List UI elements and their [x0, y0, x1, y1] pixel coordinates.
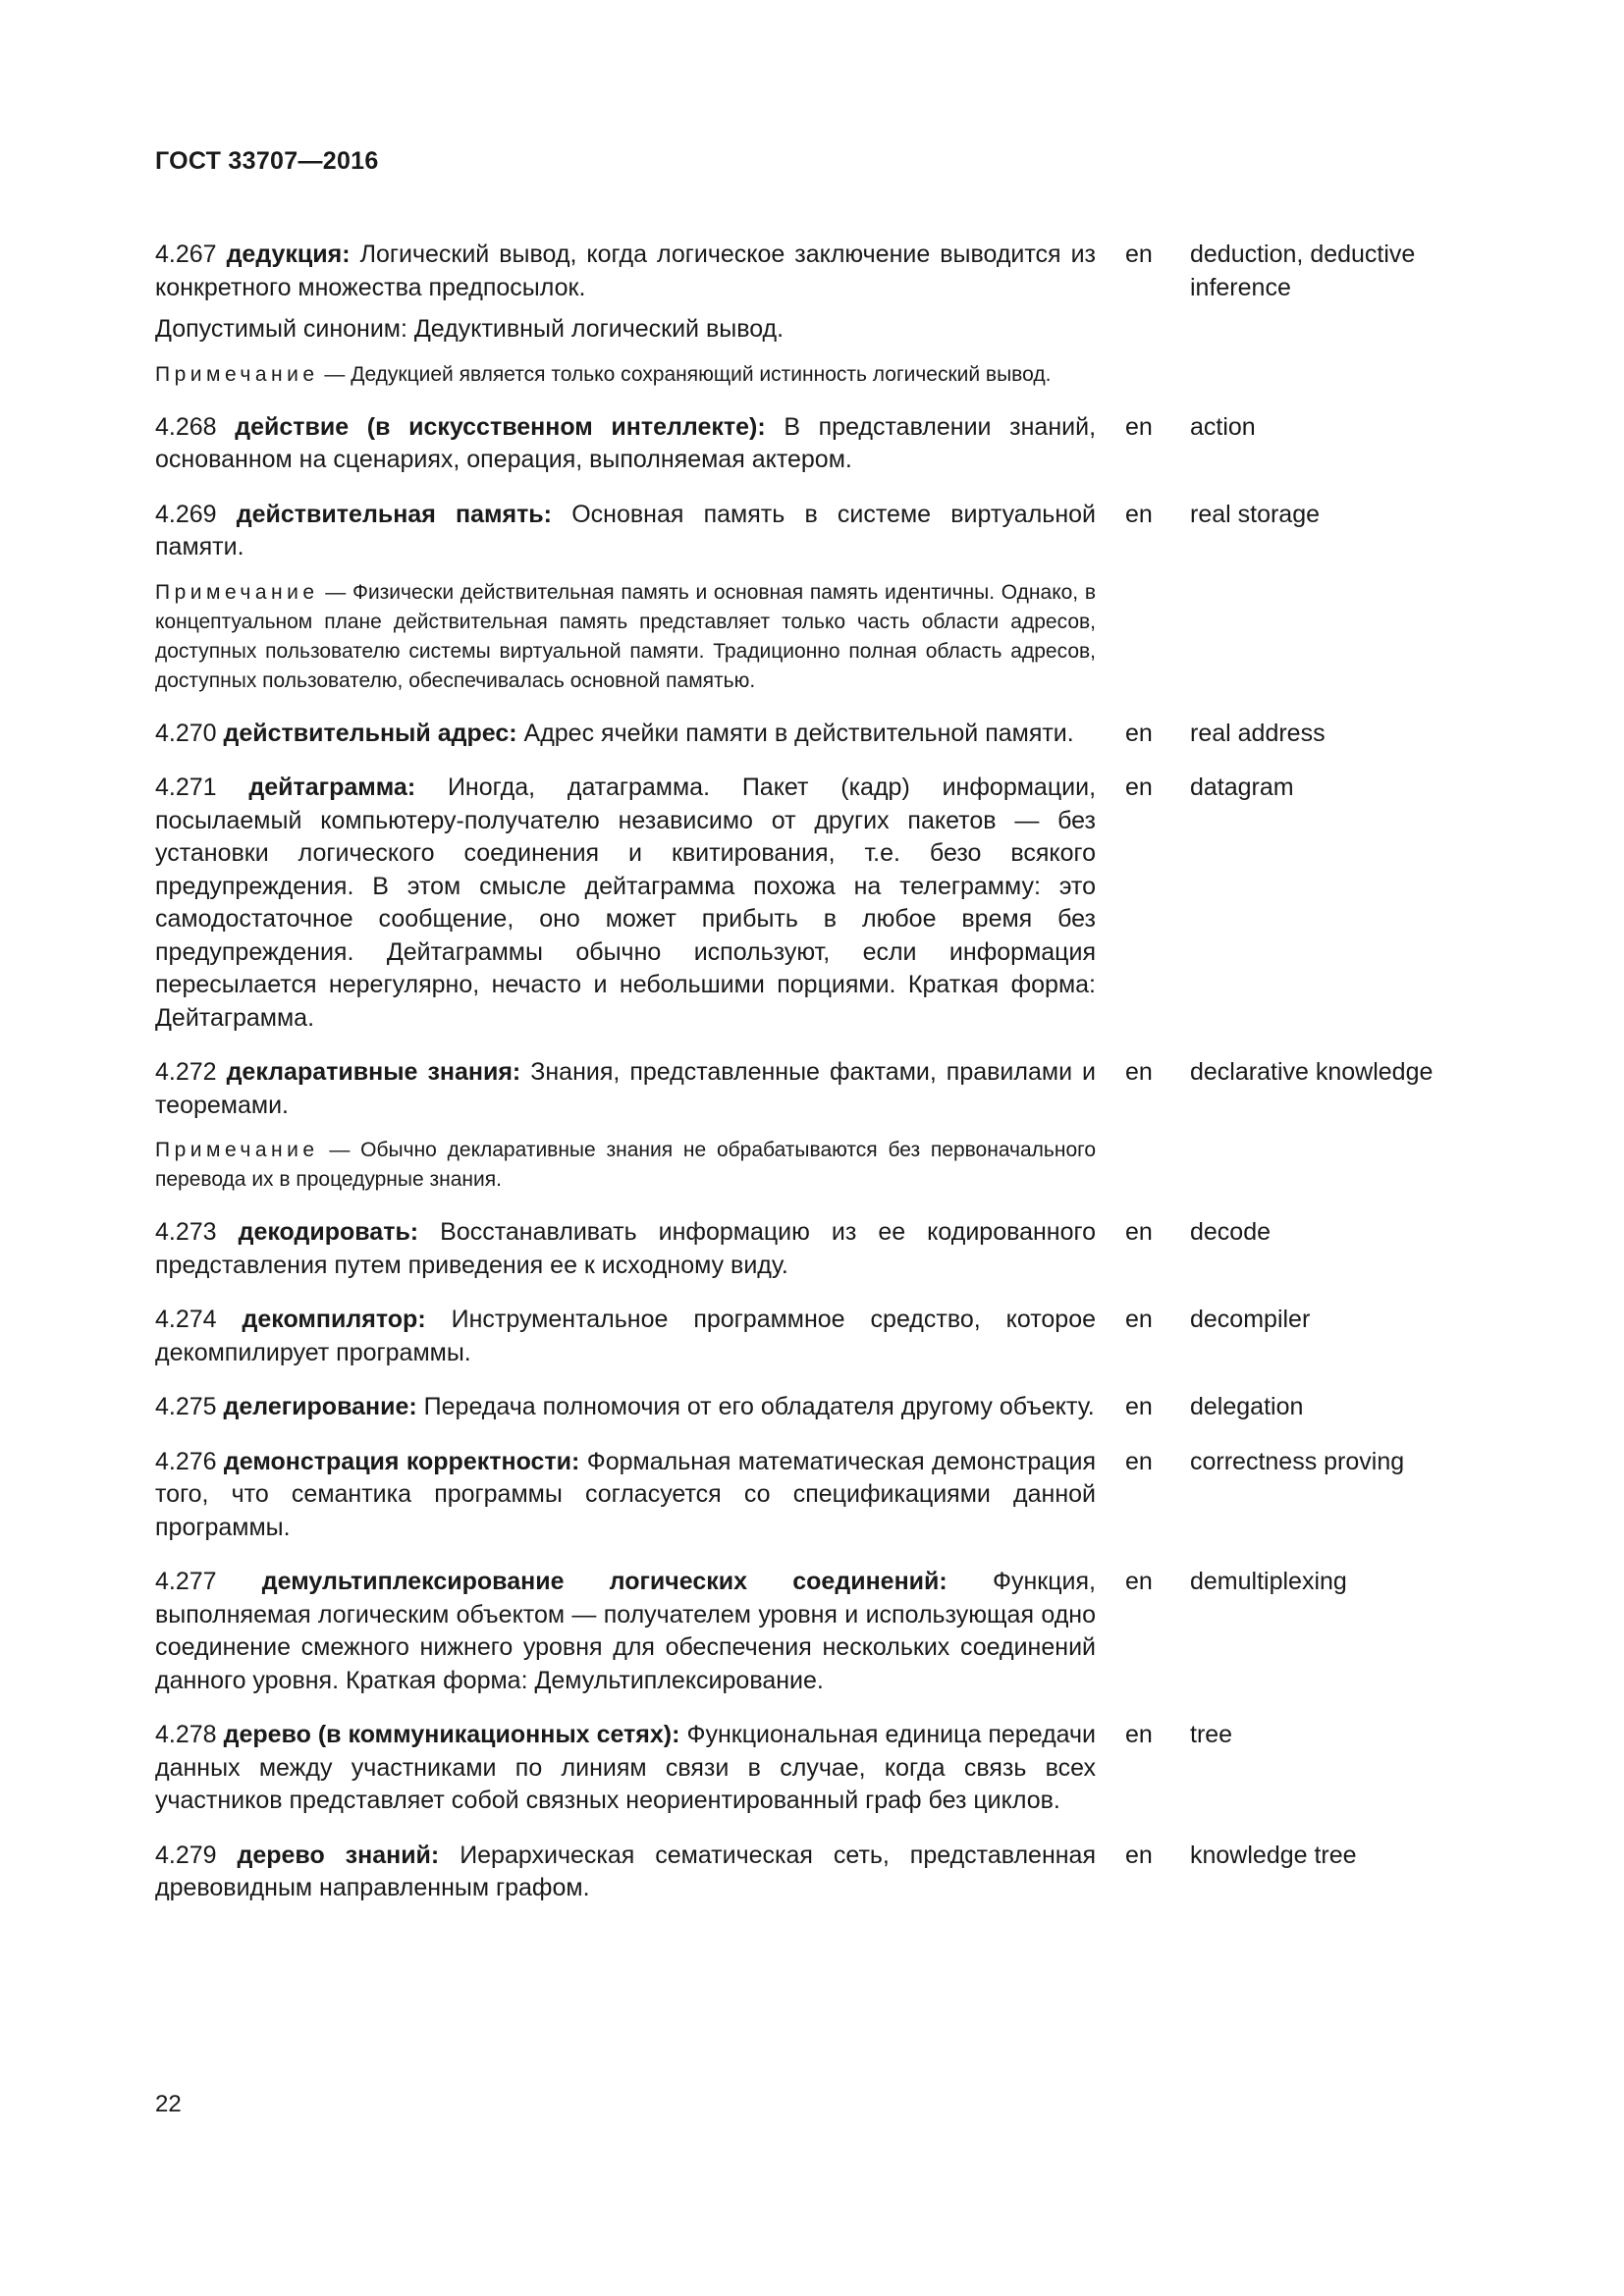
entry-term: декомпилятор:	[242, 1306, 426, 1333]
language-code: en	[1125, 1218, 1153, 1246]
entry-definition-block	[155, 1056, 1096, 1122]
entry-definition: Функция, выполняемая логическим объектом — получателем уровня и использующая одно соединение смежного нижнего уровня для обеспечения нескольких соединений данного уровня. Краткая форма: Демультиплексирование.	[155, 1568, 1096, 1694]
term-entry-4-279	[155, 1840, 1471, 1905]
term-entry-4-268	[155, 411, 1471, 477]
entry-number: 4.271	[155, 774, 217, 801]
note-label: Примечание	[155, 1139, 319, 1161]
entry-definition: Иерархическая сематическая сеть, представленная древовидным направленным графом.	[155, 1841, 1096, 1901]
entry-note	[155, 578, 1096, 696]
language-code: en	[1125, 1447, 1153, 1475]
entry-term: декларативные знания:	[226, 1058, 521, 1086]
entry-number: 4.277	[155, 1568, 217, 1595]
entry-term: демультиплексирование логических соединений:	[261, 1568, 947, 1595]
entry-term: дейтаграмма:	[248, 774, 416, 801]
term-entry-4-267	[155, 239, 1471, 390]
entry-definition-block	[155, 772, 1096, 1035]
language-code: en	[1125, 500, 1153, 528]
entry-term: декодировать:	[238, 1218, 419, 1246]
entry-definition-block	[155, 1446, 1096, 1545]
term-entry-4-270	[155, 718, 1471, 751]
entry-definition: Инструментальное программное средство, которое декомпилирует программы.	[155, 1306, 1097, 1366]
language-code: en	[1125, 1058, 1153, 1086]
entry-definition-block	[155, 1719, 1096, 1818]
note-label: Примечание	[155, 362, 319, 386]
language-code: en	[1125, 1568, 1153, 1595]
entry-number: 4.275	[155, 1393, 217, 1420]
entry-number: 4.278	[155, 1721, 217, 1748]
entry-definition: Передача полномочия от его обладателя другому объекту.	[423, 1393, 1095, 1420]
english-term: delegation	[1190, 1393, 1304, 1420]
entry-definition-block	[155, 1391, 1096, 1424]
entry-synonym: Допустимый синоним: Дедуктивный логический вывод.	[155, 315, 785, 343]
entry-definition-block	[155, 1566, 1096, 1697]
entry-definition: Иногда, датаграмма. Пакет (кадр) информации, посылаемый компьютеру-получателю независимо от других пакетов — без установки логического соединения и квитирования, т.е. безо всякого предупреждения. В этом смысле дейтаграмма похожа на телеграмму: это самодостаточное сообщение, оно может прибыть в любое время без предупреждения. Дейтаграммы обычно используют, если информация пересылается нерегулярно, нечасто и небольшими порциями. Краткая форма: Дейтаграмма.	[155, 774, 1097, 1032]
entry-number: 4.276	[155, 1447, 217, 1475]
entry-number: 4.267	[155, 240, 217, 268]
term-entry-4-271	[155, 772, 1471, 1035]
entry-term: действительный адрес:	[223, 719, 517, 747]
english-term: declarative knowledge	[1190, 1058, 1434, 1086]
page-number: 22	[155, 2091, 182, 2117]
term-entry-4-273	[155, 1216, 1471, 1282]
entry-term: действительная память:	[236, 500, 553, 528]
entry-number: 4.279	[155, 1841, 217, 1869]
entry-term: демонстрация корректности:	[223, 1447, 580, 1475]
entry-number: 4.270	[155, 719, 217, 747]
term-entry-4-272	[155, 1056, 1471, 1195]
english-term: decompiler	[1190, 1306, 1311, 1333]
entry-number: 4.269	[155, 500, 217, 528]
english-term: real address	[1190, 719, 1326, 747]
term-entry-4-277	[155, 1566, 1471, 1697]
entry-definition-block	[155, 499, 1096, 564]
term-entry-4-276	[155, 1446, 1471, 1545]
term-entry-4-275	[155, 1391, 1471, 1424]
entry-definition: Адрес ячейки памяти в действительной памяти.	[523, 719, 1074, 747]
entry-definition: Знания, представленные фактами, правилами и теоремами.	[155, 1058, 1096, 1119]
entry-definition: Формальная математическая демонстрация того, что семантика программы согласуется со спецификациями данной программы.	[155, 1447, 1097, 1541]
document-header: ГОСТ 33707—2016	[155, 147, 379, 175]
language-code: en	[1125, 240, 1153, 268]
entry-number: 4.268	[155, 412, 217, 441]
english-term: knowledge tree	[1190, 1841, 1357, 1869]
entry-definition: Восстанавливать информацию из ее кодированного представления путем приведения ее к исходному виду.	[155, 1218, 1096, 1279]
english-term: datagram	[1190, 774, 1294, 801]
entry-number: 4.274	[155, 1306, 217, 1333]
entry-definition-block	[155, 1840, 1096, 1905]
english-term: deduction, deductive inference	[1190, 240, 1416, 301]
note-text: — Обычно декларативные знания не обрабатываются без первоначального перевода их в процедурные знания.	[155, 1139, 1097, 1191]
entry-definition: Функциональная единица передачи данных между участниками по линиям связи в случае, когда связь всех участников представляет собой связных неориентированный граф без циклов.	[155, 1721, 1096, 1814]
english-term: tree	[1190, 1721, 1233, 1748]
entry-definition: В представлении знаний, основанном на сценариях, операция, выполняемая актером.	[155, 412, 1097, 473]
entry-note	[155, 360, 1096, 390]
language-code: en	[1125, 1306, 1153, 1333]
entry-number: 4.272	[155, 1058, 217, 1086]
entry-definition-block	[155, 239, 1096, 347]
entry-note	[155, 1136, 1096, 1195]
entry-definition-block	[155, 1304, 1096, 1369]
entry-term: дерево (в коммуникационных сетях):	[223, 1721, 680, 1748]
entry-definition-block	[155, 718, 1096, 751]
entry-term: делегирование:	[223, 1393, 417, 1420]
language-code: en	[1125, 1841, 1153, 1869]
entry-definition: Логический вывод, когда логическое заключение выводится из конкретного множества предпосылок.	[155, 240, 1097, 301]
english-term: correctness proving	[1190, 1447, 1405, 1475]
english-term: demultiplexing	[1190, 1568, 1347, 1595]
english-term: action	[1190, 412, 1256, 441]
language-code: en	[1125, 412, 1153, 441]
entry-term: дерево знаний:	[237, 1841, 440, 1869]
term-entry-4-274	[155, 1304, 1471, 1369]
entry-definition-block	[155, 411, 1096, 477]
english-term: real storage	[1190, 500, 1321, 528]
entry-definition: Основная память в системе виртуальной памяти.	[155, 500, 1096, 561]
language-code: en	[1125, 1721, 1153, 1748]
entry-term: дедукция:	[226, 240, 351, 268]
term-entry-4-269	[155, 499, 1471, 696]
entry-number: 4.273	[155, 1218, 217, 1246]
language-code: en	[1125, 1393, 1153, 1420]
entry-term: действие (в искусственном интеллекте):	[235, 412, 766, 441]
language-code: en	[1125, 719, 1153, 747]
entry-definition-block	[155, 1216, 1096, 1282]
note-label: Примечание	[155, 580, 319, 604]
english-term: decode	[1190, 1218, 1272, 1246]
note-text: — Физически действительная память и основная память идентичны. Однако, в концептуальном плане действительная память представляет только часть области адресов, доступных пользователю системы виртуальной памяти. Традиционно полная область адресов, доступных пользователю, обеспечивалась основной памятью.	[155, 580, 1096, 692]
term-entry-4-278	[155, 1719, 1471, 1818]
note-text: — Дедукцией является только сохраняющий истинность логический вывод.	[324, 362, 1052, 386]
terms-list	[155, 239, 1471, 1927]
language-code: en	[1125, 774, 1153, 801]
